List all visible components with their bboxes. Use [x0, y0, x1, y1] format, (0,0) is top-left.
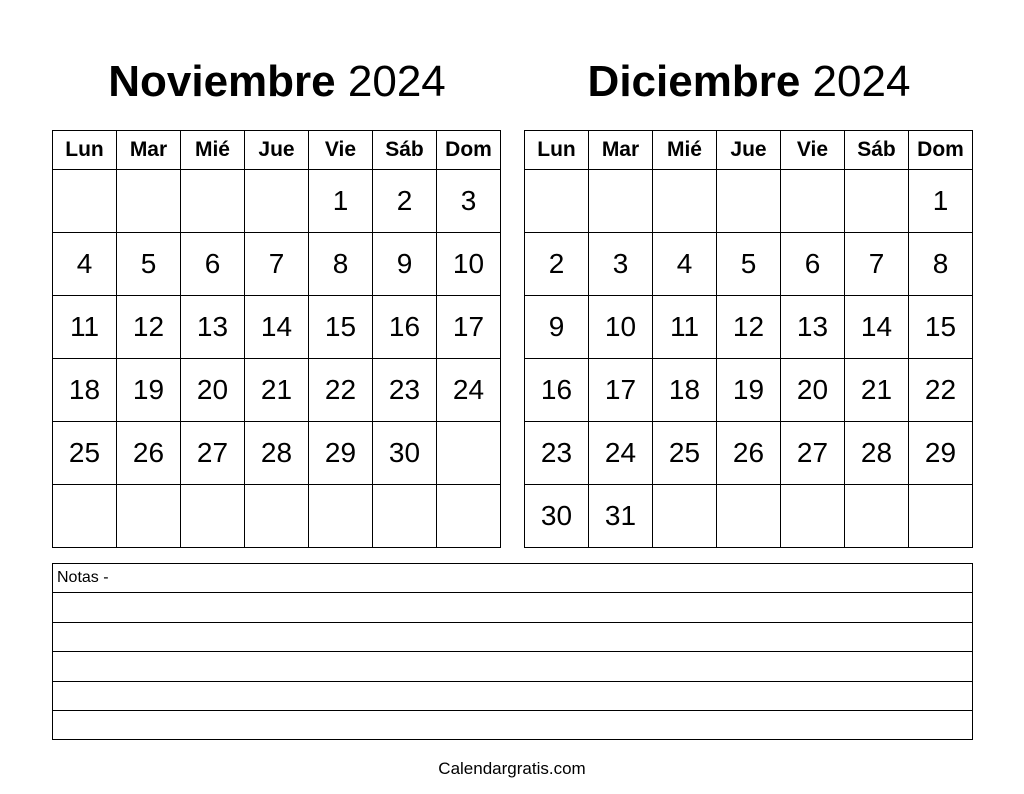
day-cell: 25 — [653, 422, 717, 485]
empty-day-cell — [589, 170, 653, 233]
day-cell: 9 — [525, 296, 589, 359]
day-cell: 20 — [781, 359, 845, 422]
empty-day-cell — [181, 485, 245, 548]
day-cell: 25 — [53, 422, 117, 485]
notes-line — [53, 652, 972, 681]
day-cell: 13 — [781, 296, 845, 359]
weekday-header: Jue — [245, 131, 309, 170]
day-cell: 31 — [589, 485, 653, 548]
weekday-header: Dom — [437, 131, 501, 170]
empty-day-cell — [117, 485, 181, 548]
day-cell: 11 — [653, 296, 717, 359]
day-cell: 3 — [589, 233, 653, 296]
day-cell: 17 — [589, 359, 653, 422]
day-cell: 8 — [309, 233, 373, 296]
day-cell: 10 — [589, 296, 653, 359]
empty-day-cell — [245, 170, 309, 233]
weekday-header: Mié — [653, 131, 717, 170]
day-cell: 22 — [909, 359, 973, 422]
empty-day-cell — [245, 485, 309, 548]
day-cell: 19 — [717, 359, 781, 422]
day-cell: 4 — [53, 233, 117, 296]
day-cell: 16 — [525, 359, 589, 422]
weekday-header: Dom — [909, 131, 973, 170]
empty-day-cell — [717, 170, 781, 233]
month-year: 2024 — [812, 57, 911, 106]
day-cell: 22 — [309, 359, 373, 422]
week-row — [53, 296, 501, 359]
day-cell: 6 — [181, 233, 245, 296]
week-row — [53, 359, 501, 422]
notes-line — [53, 682, 972, 711]
week-row — [525, 296, 973, 359]
day-cell: 6 — [781, 233, 845, 296]
week-row — [525, 422, 973, 485]
day-cell: 21 — [845, 359, 909, 422]
day-cell: 26 — [117, 422, 181, 485]
day-cell: 10 — [437, 233, 501, 296]
empty-day-cell — [909, 485, 973, 548]
day-cell: 9 — [373, 233, 437, 296]
empty-day-cell — [373, 485, 437, 548]
day-cell: 27 — [781, 422, 845, 485]
weekday-header: Sáb — [373, 131, 437, 170]
day-cell: 17 — [437, 296, 501, 359]
weekday-header: Vie — [781, 131, 845, 170]
empty-day-cell — [653, 170, 717, 233]
empty-day-cell — [437, 422, 501, 485]
day-cell: 1 — [309, 170, 373, 233]
weekday-header: Mié — [181, 131, 245, 170]
day-cell: 15 — [309, 296, 373, 359]
empty-day-cell — [53, 485, 117, 548]
day-cell: 27 — [181, 422, 245, 485]
day-cell: 2 — [373, 170, 437, 233]
day-cell: 23 — [525, 422, 589, 485]
day-cell: 11 — [53, 296, 117, 359]
empty-day-cell — [117, 170, 181, 233]
empty-day-cell — [781, 485, 845, 548]
empty-day-cell — [181, 170, 245, 233]
day-cell: 19 — [117, 359, 181, 422]
week-row — [53, 233, 501, 296]
notes-line — [53, 593, 972, 622]
notes-box — [52, 563, 973, 740]
empty-day-cell — [845, 485, 909, 548]
day-cell: 28 — [845, 422, 909, 485]
weekday-header: Lun — [525, 131, 589, 170]
day-cell: 16 — [373, 296, 437, 359]
empty-day-cell — [717, 485, 781, 548]
day-cell: 8 — [909, 233, 973, 296]
day-cell: 2 — [525, 233, 589, 296]
notes-line — [53, 711, 972, 740]
empty-day-cell — [309, 485, 373, 548]
notes-label: Notas - — [53, 564, 972, 593]
day-cell: 30 — [525, 485, 589, 548]
month-title-noviembre — [53, 52, 501, 112]
week-row — [53, 485, 501, 548]
day-cell: 7 — [845, 233, 909, 296]
footer-site-name: Calendargratis.com — [438, 759, 586, 778]
day-cell: 18 — [653, 359, 717, 422]
weekday-header: Mar — [117, 131, 181, 170]
day-cell: 12 — [717, 296, 781, 359]
weekday-header: Lun — [53, 131, 117, 170]
day-cell: 12 — [117, 296, 181, 359]
empty-day-cell — [781, 170, 845, 233]
day-cell: 13 — [181, 296, 245, 359]
notes-line — [53, 623, 972, 652]
month-name: Diciembre — [587, 57, 801, 106]
week-row — [525, 233, 973, 296]
weekday-header-row — [525, 131, 973, 170]
day-cell: 7 — [245, 233, 309, 296]
week-row — [525, 485, 973, 548]
month-year: 2024 — [347, 57, 446, 106]
week-row — [525, 359, 973, 422]
empty-day-cell — [653, 485, 717, 548]
day-cell: 23 — [373, 359, 437, 422]
month-name: Noviembre — [108, 57, 336, 106]
day-cell: 26 — [717, 422, 781, 485]
empty-day-cell — [845, 170, 909, 233]
day-cell: 21 — [245, 359, 309, 422]
empty-day-cell — [53, 170, 117, 233]
weekday-header: Sáb — [845, 131, 909, 170]
day-cell: 4 — [653, 233, 717, 296]
day-cell: 15 — [909, 296, 973, 359]
calendar-grid-noviembre — [52, 130, 501, 548]
day-cell: 29 — [909, 422, 973, 485]
weekday-header: Vie — [309, 131, 373, 170]
empty-day-cell — [525, 170, 589, 233]
month-title-diciembre — [525, 52, 973, 112]
day-cell: 18 — [53, 359, 117, 422]
empty-day-cell — [437, 485, 501, 548]
calendar-grid-diciembre — [524, 130, 973, 548]
week-row — [53, 422, 501, 485]
day-cell: 29 — [309, 422, 373, 485]
day-cell: 14 — [245, 296, 309, 359]
day-cell: 14 — [845, 296, 909, 359]
day-cell: 3 — [437, 170, 501, 233]
weekday-header-row — [53, 131, 501, 170]
day-cell: 24 — [589, 422, 653, 485]
day-cell: 5 — [717, 233, 781, 296]
day-cell: 1 — [909, 170, 973, 233]
day-cell: 28 — [245, 422, 309, 485]
day-cell: 20 — [181, 359, 245, 422]
week-row — [525, 170, 973, 233]
weekday-header: Jue — [717, 131, 781, 170]
week-row — [53, 170, 501, 233]
day-cell: 24 — [437, 359, 501, 422]
weekday-header: Mar — [589, 131, 653, 170]
day-cell: 5 — [117, 233, 181, 296]
day-cell: 30 — [373, 422, 437, 485]
